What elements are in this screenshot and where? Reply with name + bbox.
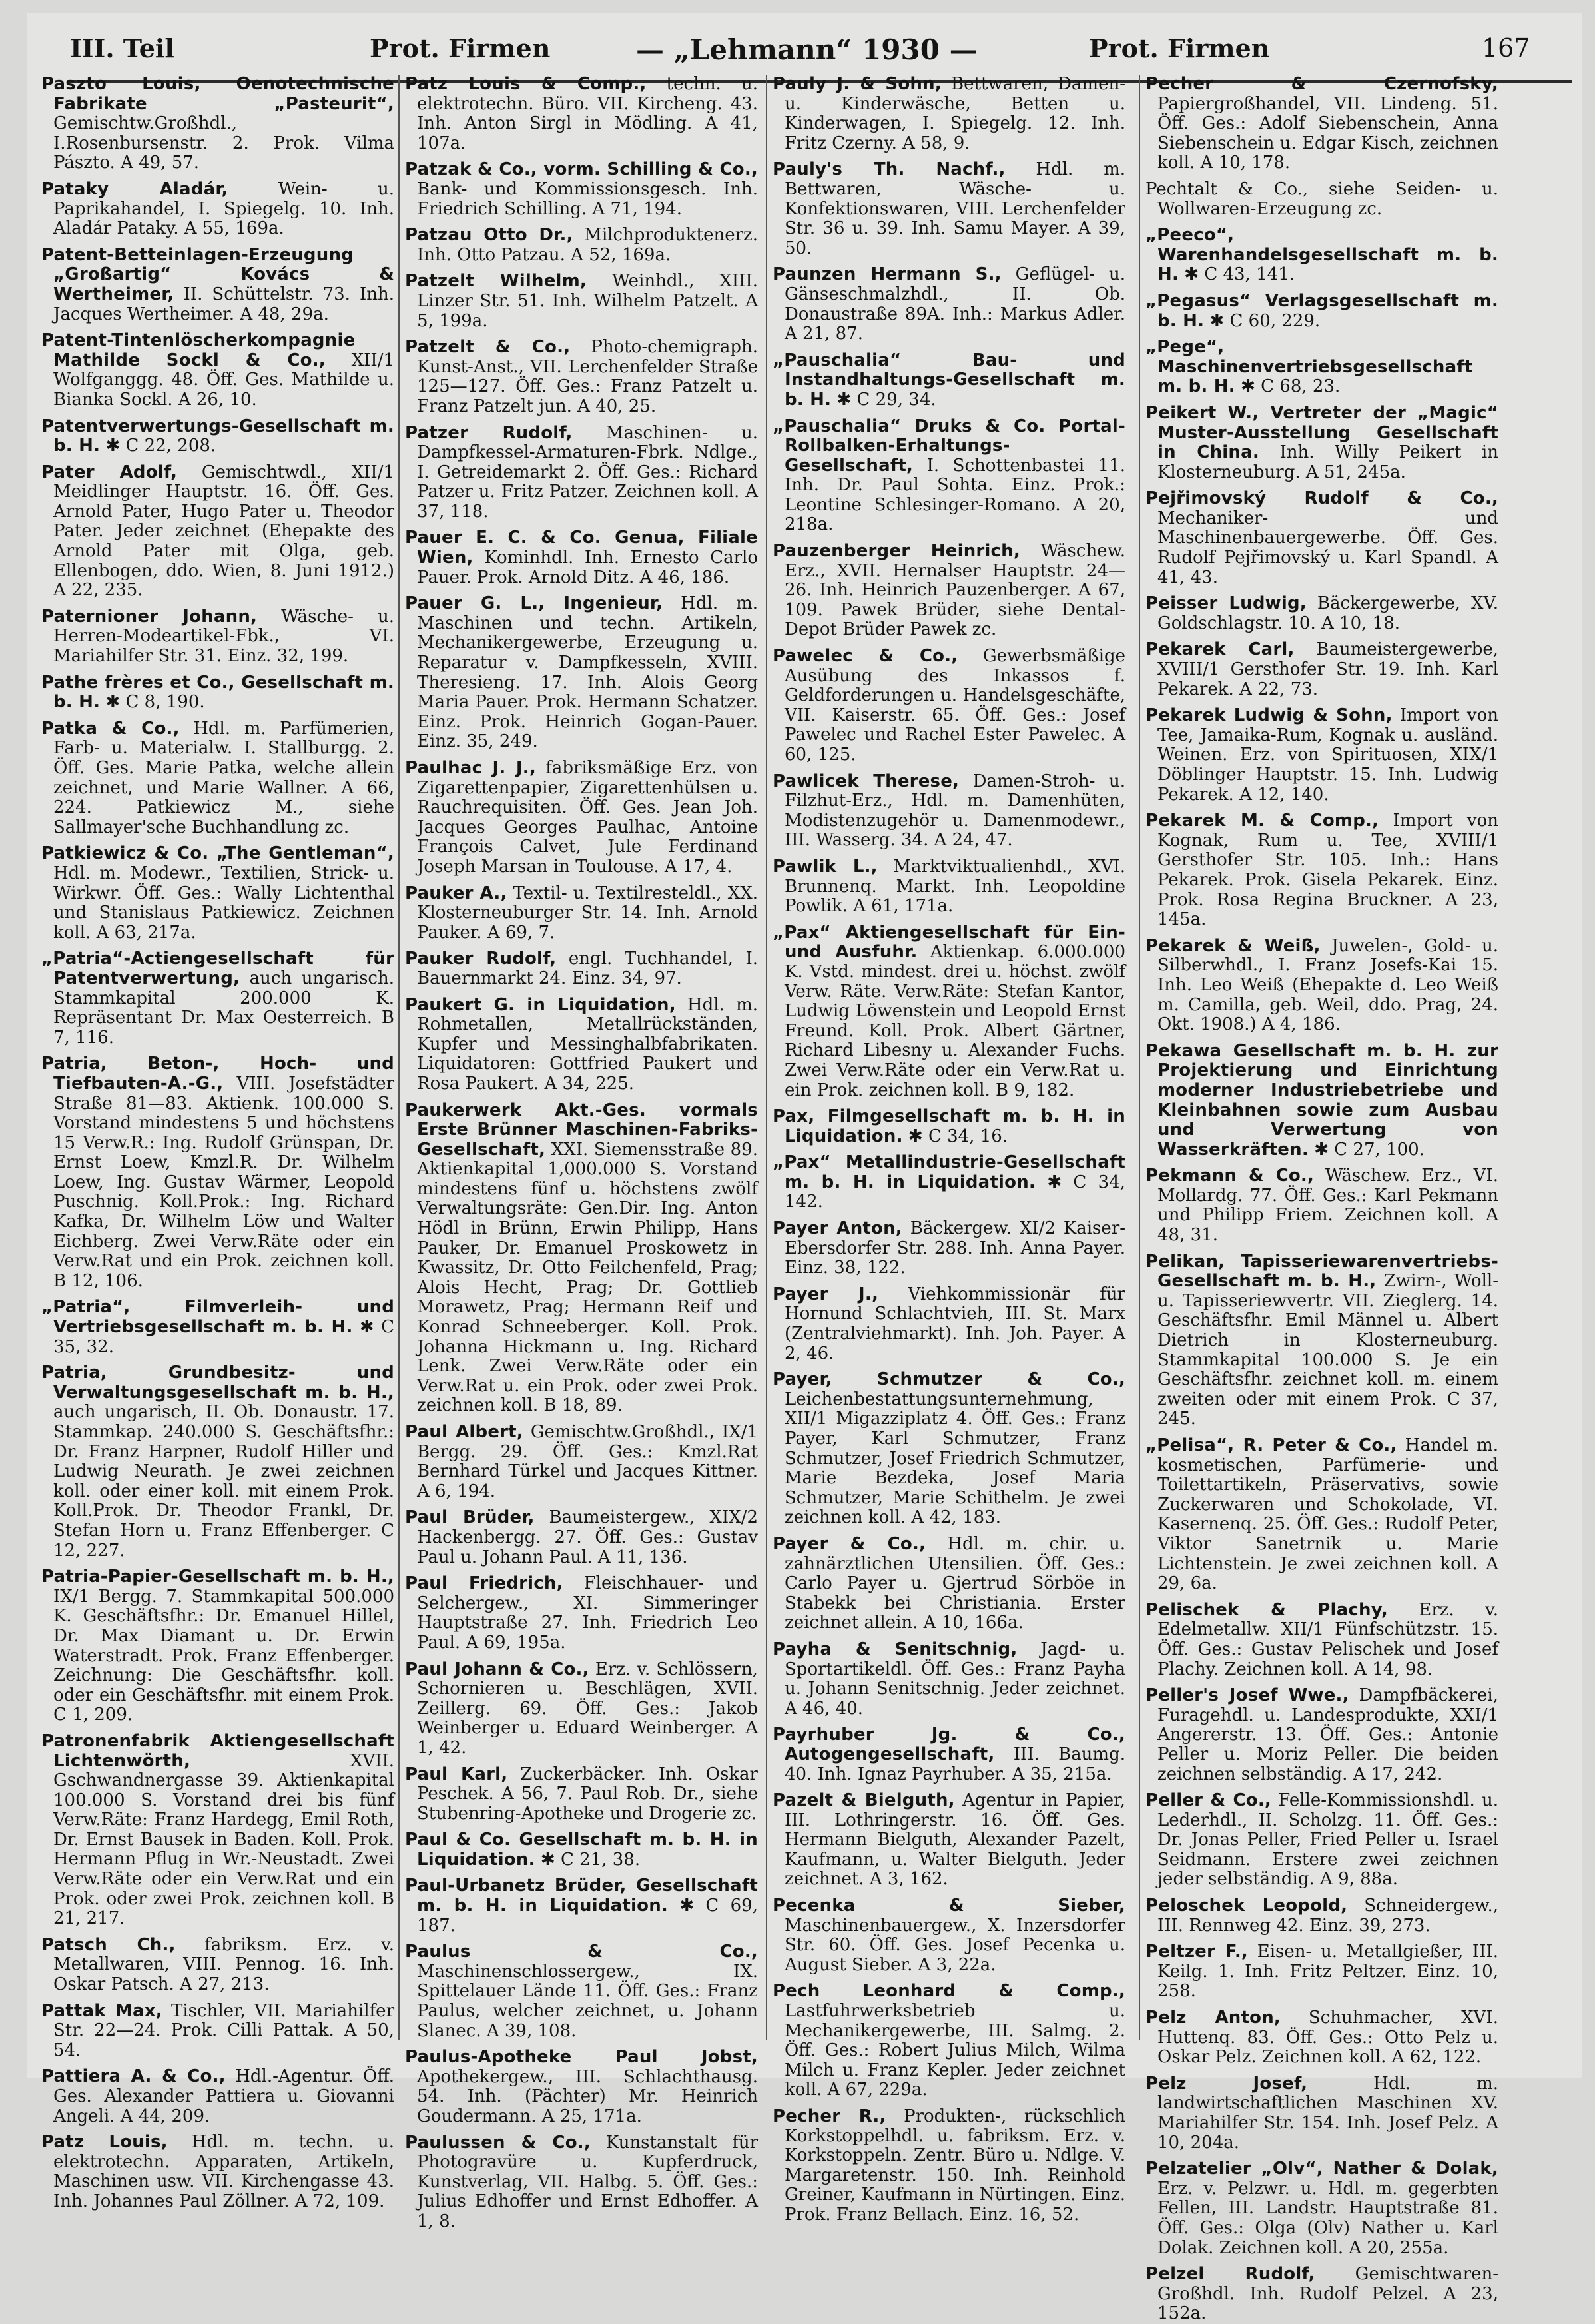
directory-entry [1145, 640, 1498, 699]
entry-details: Fleischhauer- und Selchergew., XI. Simmeringer Hauptstraße 27. Inh. Friedrich Leo Paul. A 69, 195a. [417, 1573, 758, 1653]
directory-entry [405, 424, 758, 522]
entry-details: Felle-Kommissionshdl. u. Lederhdl., II. Scholzg. 11. Öff. Ges.: Dr. Jonas Peller, Fried Peller u. Israel Seidmann. Erstere zwei zeichnen jeder selbständig. A 9, 88a. [1157, 1790, 1499, 1890]
firm-name: Patent-Tintenlöscherkompagnie Mathilde Sockl & Co., [41, 330, 356, 370]
entry-details: Bettwaren, Damen- u. Kinderwäsche, Betten u. Kinderwagen, I. Spiegelg. 12. Inh. Fritz Czerny. A 58, 9. [785, 74, 1126, 153]
directory-entry [1145, 811, 1498, 930]
entry-details: Viehkommissionär für Hornund Schlachtvieh, III. St. Marx (Zentralviehmarkt). Inh. Joh. Payer. A 2, 46. [785, 1284, 1125, 1363]
entry-details: Agentur in Papier, III. Lothringerstr. 16. Öff. Ges. Hermann Bielguth, Alexander Pazelt, Kaufmann, u. Walter Bielguth. Jeder zeichnet. A 3, 162. [785, 1790, 1125, 1890]
entry-details: Gewerbsmäßige Ausübung des Inkassos f. Geldforderungen u. Handelsgeschäfte, VII. Kaiserstr. 65. Öff. Ges.: Josef Pawelec und Rachel Ester Pawelec. A 60, 125. [785, 646, 1125, 765]
directory-entry [773, 647, 1125, 765]
firm-name: Paul Johann & Co., [405, 1659, 589, 1679]
entry-details: Pechtalt & Co., siehe Seiden- u. Wollwaren-Erzeugung zc. [1145, 179, 1498, 219]
directory-entry [405, 594, 758, 752]
directory-entry [1145, 75, 1498, 173]
directory-entry [41, 1936, 394, 1995]
entry-details: Milchproduktenerz. Inh. Otto Patzau. A 52, 169a. [417, 225, 758, 265]
firm-name: Payer & Co., [773, 1533, 926, 1554]
entry-details: Hdl.-Agentur. Öff. Ges. Alexander Pattiera u. Giovanni Angeli. A 44, 209. [53, 2066, 395, 2126]
firm-name: Paulussen & Co., [405, 2132, 591, 2153]
directory-entry [1145, 1791, 1498, 1890]
firm-name: Patka & Co., [41, 718, 180, 739]
directory-entry [773, 160, 1125, 258]
entry-details: ✱ C 69, 187. [417, 1896, 758, 1936]
entry-details: Bank- und Kommissionsgesch. Inh. Friedrich Schilling. A 71, 194. [417, 179, 758, 219]
directory-entry [41, 1732, 394, 1929]
entry-details: Hdl. m. Modewr., Textilien, Strick- u. Wirkwr. Öff. Ges.: Wally Lichtenthal und Stanislaus Patkiewicz. Zeichnen koll. A 63, 217a. [53, 863, 394, 943]
entry-details: Schuhmacher, XVI. Huttenq. 83. Öff. Ges.: Otto Pelz u. Oskar Pelz. Zeichnen koll. A 62, 122. [1157, 2008, 1498, 2068]
entry-details: Import von Kognak, Rum u. Tee, XVIII/1 Gersthofer Str. 105. Inh.: Hans Pekarek. Prok. Gisela Pekarek. Einz. Prok. Rosa Regina Bruckner. A 23, 145a. [1157, 811, 1498, 930]
entry-details: Wäschew. Erz., XVII. Hernalser Hauptstr. 24—26. Inh. Heinrich Pauzenberger. A 67, 109. Pawek Brüder, siehe Dental-Depot Brüder Pawek zc. [785, 541, 1126, 640]
firm-name: Paszto Louis, Oenotechnische Fabrikate „Pasteurit“, [41, 74, 394, 114]
firm-name: Pataky Aladár, [41, 179, 228, 199]
firm-name: Pathe frères et Co., Gesellschaft m. b. H. [41, 672, 394, 713]
firm-name: Pawlik L., [773, 856, 878, 877]
directory-entry [1145, 1042, 1498, 1160]
firm-name: Pauzenberger Heinrich, [773, 541, 1020, 562]
directory-entry [405, 226, 758, 265]
firm-name: Pattiera A. & Co., [41, 2066, 226, 2087]
entry-details: Maschinen- u. Dampfkessel-Armaturen-Fbrk. Ndlge., I. Getreidemarkt 2. Öff. Ges.: Richard Patzer u. Fritz Patzer. Zeichnen koll. A 37, 118. [417, 422, 758, 522]
firm-name: Patzer Rudolf, [405, 422, 573, 443]
directory-entry [405, 528, 758, 587]
firm-name: Patria, Beton-, Hoch- und Tiefbauten-A.-G., [41, 1054, 394, 1094]
directory-entry [773, 772, 1125, 851]
entry-details: Hdl. m. chir. u. zahnärztlichen Utensilien. Öff. Ges.: Carlo Payer u. Gjertrud Sörböe in Stabekk bei Christiania. Erster zeichnet allein. A 10, 166a. [785, 1533, 1125, 1633]
firm-name: Patzak & Co., vorm. Schilling & Co., [405, 159, 758, 180]
directory-entry [405, 272, 758, 331]
firm-name: Pauer G. L., Ingenieur, [405, 593, 663, 614]
directory-entry [405, 1830, 758, 1870]
firm-name: Payer J., [773, 1284, 879, 1304]
directory-entry [405, 1101, 758, 1417]
directory-entry [773, 351, 1125, 410]
directory-entry [405, 996, 758, 1094]
firm-name: „Pege“, Maschinenvertriebsgesellschaft m. b. H. [1145, 337, 1473, 397]
entry-details: Gemischtwdl., XII/1 Meidlinger Hauptstr. 16. Öff. Ges. Arnold Pater, Hugo Pater u. Theodor Pater. Jeder zeichnet (Ehepakte des Arnold Pater mit Olga, geb. Ellenbogen, ddo. Wien, 8. Juni 1912.) A 22, 235. [53, 462, 394, 601]
entry-details: Erz. v. Edelmetallw. XII/1 Fünfschützstr. 15. Öff. Ges.: Gustav Pelischek und Josef Plachy. Zeichnen koll. A 14, 98. [1157, 1599, 1498, 1679]
directory-entry [405, 1508, 758, 1567]
directory-entry [405, 160, 758, 219]
directory-entry [773, 1219, 1125, 1278]
firm-name: Paternioner Johann, [41, 606, 258, 627]
column-divider [1139, 75, 1140, 2040]
entry-details: Produkten-, rückschlich Korkstoppelhdl. u. fabriksm. Erz. v. Korkstoppeln. Zentr. Büro u. Ndlge. V. Margaretenstr. 150. Inh. Reinhold Greiner, Kaufmann in Nürtingen. Einz. Prok. Franz Bellach. Einz. 16, 52. [785, 2106, 1125, 2225]
firm-name: Paulus-Apotheke Paul Jobst, [405, 2047, 758, 2068]
firm-name: „Pax“ Metallindustrie-Gesellschaft m. b. H. in Liquidation. [773, 1152, 1125, 1192]
directory-entry [773, 1107, 1125, 1146]
firm-name: Patria, Grundbesitz- und Verwaltungsgesellschaft m. b. H., [41, 1363, 394, 1403]
entry-details: Damen-Stroh- u. Filzhut-Erz., Hdl. m. Damenhüten, Modistenzugehör u. Damenmodewr., III. Wasserg. 34. A 24, 47. [785, 771, 1125, 851]
entry-details: Apothekergew., III. Schlachthausg. 54. Inh. (Pächter) Mr. Heinrich Goudermann. A 25, 171a. [417, 2066, 758, 2126]
entry-details: Import von Tee, Jamaika-Rum, Kognak u. ausländ. Weinen. Erz. von Spirituosen, XIX/1 Döblinger Hauptstr. 15. Inh. Ludwig Pekarek. A 12, 140. [1157, 705, 1498, 805]
entry-details: Juwelen-, Gold- u. Silberwhdl., I. Franz Josefs-Kai 15. Inh. Leo Weiß (Ehepakte d. Leo Weiß m. Camilla, geb. Weil, ddo. Prag, 24. Okt. 1908.) A 4, 186. [1157, 935, 1498, 1035]
firm-name: Pauly J. & Sohn, [773, 74, 942, 94]
firm-name: Pazelt & Bielguth, [773, 1790, 955, 1811]
page-number: 167 [1482, 33, 1530, 63]
entry-details: VIII. Josefstädter Straße 81—83. Aktienk. 100.000 S. Vorstand mindestens 5 und höchstens 15 Verw.R.: Ing. Rudolf Grünspan, Dr. Ernst Loew, Kmzl.R. Dr. Wilhelm Loew, Ing. Gustav Wärmer, Leopold Puschnig. Koll.Prok.: Ing. Richard Kafka, Dr. Wilhelm Löw und Walter Eichberg. Zwei Verw.Räte oder ein Verw.Rat und ein Prok. zeichnen koll. B 12, 106. [53, 1073, 394, 1291]
entry-details: Zwirn-, Woll- u. Tapisseriewvertr. VII. Zieglerg. 14. Geschäftsfhr. Emil Männel u. Albert Dietrich in Klosterneuburg. Stammkapital 100.000 S. Je ein Geschäftsfhr. zeichnet koll. m. einem zweiten oder mit einem Prok. C 37, 245. [1157, 1271, 1498, 1429]
entry-details: Hdl. m. Parfümerien, Farb- u. Materialw. I. Stallburgg. 2. Öff. Ges. Marie Patka, welche allein zeichnet, und Marie Wallner. A 66, 224. Patkiewicz M., siehe Sallmayer'sche Buchhandlung zc. [53, 718, 394, 837]
directory-entry [1145, 1252, 1498, 1429]
entry-details: ✱ C 27, 100. [1308, 1139, 1425, 1160]
entry-details: Tischler, VII. Mariahilfer Str. 22—24. Prok. Cilli Pattak. A 50, 54. [53, 2000, 395, 2060]
entry-details: Hdl. m. Maschinen und techn. Artikeln, Mechanikergewerbe, Erzeugung u. Reparatur v. Dampfkesseln, XVIII. Theresieng. 17. Inh. Alois Georg Maria Pauer. Prok. Hermann Schatzer. Einz. Prok. Heinrich Gogan-Pauer. Einz. 35, 249. [417, 593, 758, 752]
directory-entry [41, 331, 394, 410]
directory-entry [1145, 338, 1498, 397]
entry-details: Bäckergewerbe, XV. Goldschlagstr. 10. A 10, 18. [1157, 593, 1498, 633]
entry-details: ✱ C 21, 38. [535, 1849, 641, 1870]
entry-details: Aktienkap. 6.000.000 K. Vstd. mindest. drei u. höchst. zwölf Verw. Räte. Verw.Räte: Stefan Kantor, Ludwig Löwenstein und Leopold Ernst Freund. Koll. Prok. Albert Gärtner, Richard Libesny u. Alexander Fuchs. Zwei Verw.Räte oder ein Verw.Rat u. ein Prok. zeichnen koll. B 9, 182. [785, 942, 1125, 1100]
firm-name: Peikert W., Vertreter der „Magic“ Muster-Ausstellung Gesellschaft in China. [1145, 402, 1498, 463]
directory-entry [1145, 1896, 1498, 1936]
firm-name: „Pelisa“, R. Peter & Co., [1145, 1435, 1397, 1455]
directory-entry [41, 1298, 394, 1357]
firm-name: Paukert G. in Liquidation, [405, 994, 676, 1015]
entry-details: ✱ C 68, 23. [1235, 376, 1341, 397]
entry-details: IX/1 Bergg. 7. Stammkapital 500.000 K. Geschäftsfhr.: Dr. Emanuel Hillel, Dr. Max Diamant u. Dr. Erwin Waterstradt. Prok. Franz Effenberger. Zeichnung: Die Geschäftsfhr. koll. oder ein Geschäftsfhr. mit einem Prok. C 1, 209. [53, 1586, 394, 1725]
firm-name: Pauker A., [405, 883, 507, 903]
firm-name: Patz Louis & Comp., [405, 74, 647, 94]
directory-entry [773, 1535, 1125, 1633]
entry-details: Photo-chemigraph. Kunst-Anst., VII. Lerchenfelder Straße 125—127. Öff. Ges.: Franz Patzelt u. Franz Patzelt jun. A 40, 25. [417, 337, 758, 416]
directory-entry [41, 180, 394, 239]
column-1 [41, 74, 395, 2211]
directory-entry [1145, 1436, 1498, 1594]
firm-name: Pecenka & Sieber, [773, 1896, 1125, 1916]
directory-entry [773, 857, 1125, 917]
directory-entry [405, 884, 758, 943]
firm-name: Paul-Urbanetz Brüder, Gesellschaft m. b. H. in Liquidation. [405, 1876, 758, 1916]
firm-name: „Patria“-Actiengesellschaft für Patentverwertung, [41, 949, 394, 988]
firm-name: Paul Karl, [405, 1764, 508, 1784]
entry-details: fabriksmäßige Erz. von Zigarettenpapier, Zigarettenhülsen u. Rauchrequisiten. Öff. Ges. Jean Joh. Jacques Georges Paulhac, Antoine François Calvet, Jule Ferdinand Joseph Marsan in Toulouse. A 17, 4. [417, 758, 758, 877]
entry-details: Papiergroßhandel, VII. Lindeng. 51. Öff. Ges.: Adolf Siebenschein, Anna Siebenschein u. Edgar Kisch, zeichnen koll. A 10, 178. [1157, 93, 1498, 173]
entry-details: Leichenbestattungsunternehmung, XII/1 Migazziplatz 4. Öff. Ges.: Franz Payer, Karl Schmutzer, Franz Schmutzer, Josef Friedrich Schmutzer, Marie Bezdeka, Josef Maria Schmutzer, Marie Schithelm. Je zwei zeichnen koll. A 42, 183. [785, 1389, 1125, 1528]
entry-details: Hdl. m. techn. u. elektrotechn. Apparaten, Artikeln, Maschinen usw. VII. Kirchengasse 43. Inh. Johannes Paul Zöllner. A 72, 109. [53, 2132, 394, 2211]
entry-details: Zuckerbäcker. Inh. Oskar Peschek. A 56, 7. Paul Rob. Dr., siehe Stubenring-Apotheke und Drogerie zc. [417, 1764, 758, 1824]
firm-name: Pekawa Gesellschaft m. b. H. zur Projektierung und Einrichtung moderner Industriebetriebe und Kleinbahnen sowie zum Ausbau und Verwertung von Wasserkräften. [1145, 1040, 1498, 1160]
entry-details: XXI. Siemensstraße 89. Aktienkapital 1,000.000 S. Vorstand mindestens fünf u. höchstens zwölf Verwaltungsräte: Gen.Dir. Ing. Anton Hödl in Brünn, Erwin Philipp, Hans Pauker, Dr. Emanuel Proskowetz in Kwassitz, Dr. Otto Feilchenfeld, Prag; Alois Hecht, Prag; Dr. Gottlieb Morawetz, Prag; Hermann Reif und Konrad Schneeberger. Koll. Prok. Johanna Hickmann u. Ing. Richard Lenk. Zwei Verw.Räte oder ein Verw.Rat u. ein Prok. oder zwei Prok. zeichnen koll. B 18, 89. [417, 1139, 758, 1416]
directory-entry [773, 2107, 1125, 2225]
firm-name: Pekmann & Co., [1145, 1166, 1315, 1186]
entry-details: Hdl. m. landwirtschaftlichen Maschinen XV. Mariahilfer Str. 154. Inh. Josef Pelz. A 10, 204a. [1157, 2073, 1498, 2153]
directory-entry [405, 949, 758, 988]
entry-details: Hdl. m. Rohmetallen, Metallrückständen, Kupfer und Messinghalbfabrikaten. Liquidatoren: Gottfried Paukert und Rosa Paukert. A 34, 225. [417, 994, 758, 1094]
directory-entry [773, 1982, 1125, 2100]
directory-entry [41, 719, 394, 838]
part-label: III. Teil [70, 33, 174, 63]
directory-entry [1145, 706, 1498, 805]
firm-name: „Pauschalia“ Bau- und Instandhaltungs-Gesellschaft m. b. H. [773, 350, 1125, 410]
directory-entry [773, 1725, 1125, 1784]
directory-entry [1145, 404, 1498, 482]
firm-name: Pelzel Rudolf, [1145, 2264, 1315, 2285]
entry-details: XVII. Gschwandnergasse 39. Aktienkapital 100.000 S. Vorstand drei bis fünf Verw.Räte: Franz Hardegg, Emil Roth, Dr. Ernst Bausek in Baden. Koll. Prok. Hermann Pflug in Wr.-Neustadt. Zwei Verw.Räte oder ein Verw.Rat und ein Prok. oder zwei Prok. zeichnen koll. B 21, 217. [53, 1750, 394, 1929]
firm-name: Pelzatelier „Olv“, Nather & Dolak, [1145, 2159, 1498, 2179]
firm-name: Patent-Betteinlagen-Erzeugung „Großartig“ Kovács & Wertheimer, [41, 244, 394, 304]
directory-entry [773, 1153, 1125, 1212]
firm-name: Pekarek M. & Comp., [1145, 811, 1379, 831]
firm-name: Paulhac J. J., [405, 758, 536, 778]
directory-entry [1145, 489, 1498, 587]
column-divider [766, 75, 767, 2040]
directory-entry [41, 246, 394, 324]
firm-name: Peisser Ludwig, [1145, 593, 1307, 614]
firm-name: Pecher R., [773, 2106, 886, 2126]
entry-details: Baumeistergewerbe, XVIII/1 Gersthofer Str. 19. Inh. Karl Pekarek. A 22, 73. [1157, 639, 1498, 699]
entry-details: I. Schottenbastei 11. Inh. Dr. Paul Sohta. Einz. Prok.: Leontine Schlesinger-Romano. A 20, 218a. [785, 455, 1125, 535]
column-4 [1145, 74, 1499, 2324]
entry-details: Inh. Willy Peikert in Klosterneuburg. A 51, 245a. [1157, 442, 1498, 482]
firm-name: Patronenfabrik Aktiengesellschaft Lichtenwörth, [41, 1731, 394, 1771]
firm-name: Payer, Schmutzer & Co., [773, 1369, 1125, 1390]
firm-name: Pattak Max, [41, 2000, 162, 2021]
column-3 [773, 74, 1126, 2225]
firm-name: Paulus & Co., [405, 1942, 758, 1962]
firm-name: Paul Friedrich, [405, 1573, 563, 1594]
entry-details: Jagd- u. Sportartikeldl. Öff. Ges.: Franz Payha u. Johann Senitschnig. Jeder zeichnet. A 46, 40. [785, 1639, 1125, 1719]
entry-details: Lastfuhrwerksbetrieb u. Mechanikergewerbe, III. Salmg. 2. Öff. Ges.: Robert Julius Milch, Wilma Milch u. Franz Kepler. Jeder zeichnet koll. A 67, 229a. [785, 2001, 1125, 2100]
firm-name: Patzelt & Co., [405, 337, 571, 358]
firm-name: Patzau Otto Dr., [405, 225, 573, 246]
directory-entry [1145, 1166, 1498, 1245]
directory-entry [41, 673, 394, 713]
entry-details: ✱ C 60, 229. [1204, 310, 1321, 331]
firm-name: Payha & Senitschnig, [773, 1639, 1018, 1659]
entry-details: ✱ C 35, 32. [53, 1317, 394, 1357]
firm-name: Peller & Co., [1145, 1790, 1271, 1811]
firm-name: Paunzen Hermann S., [773, 264, 1002, 285]
directory-entry [773, 542, 1125, 640]
directory-entry [41, 607, 394, 667]
firm-name: „Patria“, Filmverleih- und Vertriebsgesellschaft m. b. H. [41, 1297, 394, 1338]
directory-entry [1145, 2008, 1498, 2068]
directory-entry [41, 463, 394, 601]
entry-details: auch ungarisch. Stammkapital 200.000 K. Repräsentant Dr. Max Oesterreich. B 7, 116. [53, 968, 394, 1048]
entry-details: XII/1 Wolfganggg. 48. Öff. Ges. Mathilde u. Bianka Sockl. A 26, 10. [53, 350, 394, 410]
directory-entry [41, 75, 394, 173]
entry-details: auch ungarisch, II. Ob. Donaustr. 17. Stammkap. 240.000 S. Geschäftsfhr.: Dr. Franz Harpner, Rudolf Hiller und Ludwig Neurath. Je zwei zeichnen koll. oder einer koll. mit einem Prok. Koll.Prok. Dr. Theodor Frankl, Dr. Stefan Horn u. Franz Effenberger. C 12, 227. [53, 1402, 394, 1561]
directory-entry [1145, 937, 1498, 1035]
entry-details: engl. Tuchhandel, I. Bauernmarkt 24. Einz. 34, 97. [417, 949, 758, 988]
directory-entry [1145, 1942, 1498, 2002]
entry-details: Wein- u. Paprikahandel, I. Spiegelg. 10. Inh. Aladár Pataky. A 55, 169a. [53, 179, 394, 239]
directory-entry [405, 2133, 758, 2232]
firm-name: Paul Albert, [405, 1422, 523, 1442]
firm-name: Pauker Rudolf, [405, 949, 557, 969]
firm-name: Pawelec & Co., [773, 646, 958, 667]
firm-name: Pauly's Th. Nachf., [773, 159, 1006, 180]
directory-entry [773, 1896, 1125, 1975]
entry-details: Gemischtwaren-Großhdl. Inh. Rudolf Pelzel. A 23, 152a. [1157, 2264, 1498, 2324]
firm-name: Peltzer F., [1145, 1942, 1249, 1962]
firm-name: Pekarek Carl, [1145, 639, 1295, 660]
entry-details: ✱ C 34, 142. [785, 1172, 1125, 1212]
entry-details: fabriksm. Erz. v. Metallwaren, VIII. Pennog. 16. Inh. Oskar Patsch. A 27, 213. [53, 1934, 395, 1995]
firm-name: Paul & Co. Gesellschaft m. b. H. in Liquidation. [405, 1830, 758, 1870]
entry-details: Hdl. m. Bettwaren, Wäsche- u. Konfektionswaren, VIII. Lerchenfelder Str. 36 u. 39. Inh. Samu Mayer. A 39, 50. [785, 159, 1125, 258]
firm-name: Pelz Josef, [1145, 2073, 1308, 2094]
firm-name: Peloschek Leopold, [1145, 1896, 1348, 1916]
entry-details: ✱ C 34, 16. [902, 1126, 1008, 1146]
directory-entry [1145, 1601, 1498, 1679]
directory-entry [405, 1876, 758, 1936]
entry-details: Weinhdl., XIII. Linzer Str. 51. Inh. Wilhelm Patzelt. A 5, 199a. [417, 271, 758, 331]
entry-details: Marktviktualienhdl., XVI. Brunnenq. Markt. Inh. Leopoldine Powlik. A 61, 171a. [785, 856, 1125, 917]
directory-entry [405, 1942, 758, 2041]
firm-name: Patsch Ch., [41, 1934, 176, 1955]
firm-name: Patria-Papier-Gesellschaft m. b. H., [41, 1567, 394, 1587]
directory-entry [41, 417, 394, 456]
entry-details: Eisen- u. Metallgießer, III. Keilg. 1. Inh. Fritz Peltzer. Einz. 10, 258. [1157, 1942, 1498, 2002]
firm-name: Paukerwerk Akt.-Ges. vormals Erste Brünner Maschinen-Fabriks-Gesellschaft, [405, 1100, 758, 1160]
directory-entry [405, 75, 758, 153]
directory-entry [773, 265, 1125, 344]
directory-entry [405, 759, 758, 877]
section-title-right: Prot. Firmen [1089, 33, 1270, 63]
firm-name: Pelikan, Tapisseriewarenvertriebs-Gesellschaft m. b. H., [1145, 1251, 1498, 1292]
directory-entry [41, 844, 394, 943]
directory-entry [405, 1423, 758, 1501]
firm-name: Pauer E. C. & Co. Genua, Filiale Wien, [405, 528, 758, 568]
directory-entry [41, 2067, 394, 2126]
firm-name: Pecher & Czernofsky, [1145, 74, 1498, 94]
firm-name: Pekarek & Weiß, [1145, 935, 1321, 956]
firm-name: Peller's Josef Wwe., [1145, 1685, 1349, 1706]
entry-details: Baumeistergew., XIX/2 Hackenbergg. 27. Öff. Ges.: Gustav Paul u. Johann Paul. A 11, 136. [417, 1507, 758, 1567]
entry-details: Maschinenbauergew., X. Inzersdorfer Str. 60. Öff. Ges. Josef Pecenka u. August Sieber. A 3, 22a. [785, 1915, 1125, 1975]
firm-name: Pejřimovský Rudolf & Co., [1145, 488, 1498, 509]
directory-entry [405, 1765, 758, 1824]
directory-entry [41, 1363, 394, 1561]
entry-details: ✱ C 22, 208. [100, 436, 216, 456]
directory-entry [773, 417, 1125, 536]
firm-name: Pech Leonhard & Comp., [773, 1981, 1125, 2002]
directory-title: — „Lehmann“ 1930 — [636, 33, 978, 66]
firm-name: Pelischek & Plachy, [1145, 1599, 1388, 1620]
directory-entry [1145, 2265, 1498, 2324]
directory-entry [41, 2133, 394, 2211]
firm-name: Pelz Anton, [1145, 2008, 1281, 2028]
directory-entry [1145, 226, 1498, 285]
firm-name: „Pax“ Aktiengesellschaft für Ein- und Ausfuhr. [773, 922, 1125, 963]
firm-name: Paul Brüder, [405, 1507, 535, 1528]
entry-details: Textil- u. Textilresteldl., XX. Klosterneuburger Str. 14. Inh. Arnold Pauker. A 69, 7. [417, 883, 758, 943]
entry-details: Maschinenschlossergew., IX. Spittelauer Lände 11. Öff. Ges.: Franz Paulus, welcher zeichnet, u. Johann Slanec. A 39, 108. [417, 1961, 758, 2041]
entry-details: ✱ C 29, 34. [831, 389, 936, 410]
firm-name: „Peeco“, Warenhandelsgesellschaft m. b. H. [1145, 225, 1498, 285]
entry-details: Geflügel- u. Gänseschmalzhdl., II. Ob. Donaustraße 89A. Inh.: Markus Adler. A 21, 87. [785, 264, 1125, 344]
directory-entry [773, 75, 1125, 153]
column-divider [398, 75, 400, 2040]
section-title-left: Prot. Firmen [370, 33, 551, 63]
firm-name: Pekarek Ludwig & Sohn, [1145, 705, 1393, 726]
directory-entry [773, 923, 1125, 1100]
firm-name: „Pauschalia“ Druks & Co. Portal-Rollbalken-Erhaltungs-Gesellschaft, [773, 416, 1125, 476]
directory-entry [41, 1567, 394, 1725]
entry-details: Kunstanstalt für Photogravüre u. Kupferdruck, Kunstverlag, VII. Halbg. 5. Öff. Ges.: Julius Edhoffer und Ernst Edhoffer. A 1, 8. [417, 2132, 758, 2231]
directory-entry [1145, 180, 1498, 219]
entry-details: Wäsche- u. Herren-Modeartikel-Fbk., VI. Mariahilfer Str. 31. Einz. 32, 199. [53, 606, 394, 667]
entry-details: Erz. v. Pelzwr. u. Hdl. m. gegerbten Fellen, III. Landstr. Hauptstraße 81. Öff. Ges.: Olga (Olv) Nather u. Karl Dolak. Zeichnen koll. A 20, 255a. [1157, 2178, 1498, 2258]
entry-details: Gemischtw.Großhdl., I.Rosenbursenstr. 2. Prok. Vilma Pászto. A 49, 57. [53, 113, 394, 173]
firm-name: Patkiewicz & Co. „The Gentleman“, [41, 843, 394, 864]
directory-entry [405, 1660, 758, 1758]
directory-entry [405, 338, 758, 416]
firm-name: Patz Louis, [41, 2132, 168, 2153]
entry-details: ✱ C 8, 190. [100, 692, 205, 713]
entry-details: Gemischtw.Großhdl., IX/1 Bergg. 29. Öff. Ges.: Kmzl.Rat Bernhard Türkel und Jacques Kittner. A 6, 194. [417, 1422, 758, 1501]
firm-name: „Pegasus“ Verlagsgesellschaft m. b. H. [1145, 290, 1498, 331]
entry-details: Kominhdl. Inh. Ernesto Carlo Pauer. Prok. Arnold Ditz. A 46, 186. [417, 548, 758, 587]
column-2 [405, 74, 758, 2231]
entry-details: Bäckergew. XI/2 Kaiser-Ebersdorfer Str. 288. Inh. Anna Payer. Einz. 38, 122. [785, 1218, 1125, 1278]
entry-details: Mechaniker- und Maschinenbauergewerbe. Öff. Ges. Rudolf Pejřimovský u. Karl Spandl. A 41, 43. [1157, 508, 1498, 587]
entry-details: ✱ C 43, 141. [1179, 264, 1295, 285]
entry-details: Erz. v. Schlössern, Schornieren u. Beschlägen, XVII. Zeillerg. 69. Öff. Ges.: Jakob Weinberger u. Eduard Weinberger. A 1, 42. [417, 1659, 758, 1758]
entry-details: Dampfbäckerei, Furagehdl. u. Landesprodukte, XXI/1 Angererstr. 13. Öff. Ges.: Antonie Peller u. Moriz Peller. Die beiden zeichnen selbständig. A 17, 242. [1157, 1685, 1498, 1784]
entry-details: techn. u. elektrotechn. Büro. VII. Kircheng. 43. Inh. Anton Sirgl in Mödling. A 41, 107a. [417, 74, 758, 153]
firm-name: Pawlicek Therese, [773, 771, 960, 791]
firm-name: Pax, Filmgesellschaft m. b. H. in Liquidation. [773, 1106, 1125, 1146]
directory-entry [773, 1370, 1125, 1528]
page-header [70, 33, 1568, 73]
directory-entry [1145, 292, 1498, 331]
directory-entry [41, 2002, 394, 2061]
firm-name: Payrhuber Jg. & Co., Autogengesellschaft, [773, 1725, 1125, 1764]
entry-details: Schneidergew., III. Rennweg 42. Einz. 39, 273. [1157, 1896, 1498, 1936]
firm-name: Patzelt Wilhelm, [405, 271, 587, 292]
directory-entry [405, 2048, 758, 2126]
directory-entry [1145, 594, 1498, 633]
entry-details: Wäschew. Erz., VI. Mollardg. 77. Öff. Ges.: Karl Pekmann und Philipp Friem. Zeichnen koll. A 48, 31. [1157, 1166, 1498, 1246]
firm-name: Payer Anton, [773, 1218, 902, 1239]
directory-entry [773, 1791, 1125, 1890]
directory-entry [405, 1574, 758, 1653]
directory-entry [1145, 1686, 1498, 1784]
firm-name: Pater Adolf, [41, 462, 178, 482]
directory-entry [773, 1640, 1125, 1719]
directory-entry [773, 1285, 1125, 1363]
entry-details: II. Schüttelstr. 73. Inh. Jacques Wertheimer. A 48, 29a. [53, 284, 394, 324]
directory-entry [1145, 2074, 1498, 2153]
entry-details: Handel m. kosmetischen, Parfümerie- und Toilettartikeln, Präservativs, sowie Zuckerwaren und Schokolade, VI. Kasernenq. 25. Öff. Ges.: Rudolf Peter, Viktor Sanetrnik u. Marie Lichtenstein. Je zwei zeichnen koll. A 29, 6a. [1157, 1435, 1498, 1594]
directory-entry [41, 1054, 394, 1291]
firm-name: Patentverwertungs-Gesellschaft m. b. H. [41, 416, 394, 456]
directory-entry [1145, 2159, 1498, 2258]
directory-entry [41, 949, 394, 1048]
entry-details: III. Baumg. 40. Inh. Ignaz Payrhuber. A 35, 215a. [785, 1744, 1125, 1784]
